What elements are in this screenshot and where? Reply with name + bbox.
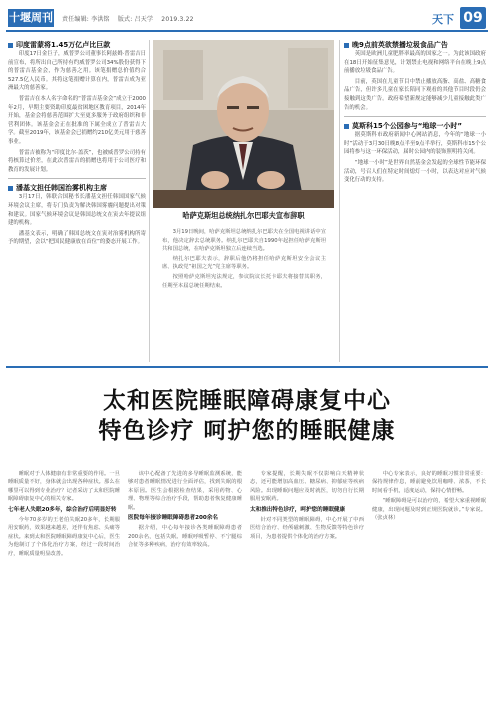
layout-label: 版式: 吕天学 (117, 16, 154, 23)
story-paragraph: 普雷吉在本人名字命名的“普雷吉基金会”成立于2000年2月，早期主要资助印度最贫困地区教育项目，2014年开始，基金会将慈善范围扩大至更多服务于政府组织和非营利团体。该基金会正在批准的下属全成立了普雷吉大学。截至2019年，该基金会已捐赠约210亿美元用于慈善事业。 (8, 95, 146, 145)
feature-subheading: 七年老人失眠20多年，综合治疗后明显好转 (8, 506, 117, 513)
page-number: 09 (460, 7, 486, 29)
header-meta (62, 14, 200, 23)
feature-title (6, 372, 488, 468)
left-column (8, 40, 146, 360)
feature-paragraph: 中心专家表示，良好的睡眠习惯非常重要：保持规律作息，睡前避免饮用咖啡、浓茶，不长时间看手机，适度运动，保持心情舒畅。 (372, 471, 486, 494)
story-headline: 晚9点前英欲禁播垃圾食品广告 (344, 40, 486, 50)
story-headline: 莫斯科15个公园参与“地球一小时” (344, 121, 486, 131)
story-paragraph: 3月19日晚间，哈萨克斯坦总统纳扎尔巴耶夫在全国电视讲话中宣布，他决定辞去总统职务。纳扎尔巴耶夫自1990年起担任哈萨克斯坦共和国总统，在哈萨克斯坦独立后连续当选。 (162, 229, 326, 253)
story-paragraph: 按照哈萨克斯坦宪法规定，参议院议长托卡耶夫将接替其职务，任期至本届总统任期结束。 (162, 273, 326, 289)
feature-subheading: 医院每年接诊睡眠障碍患者200余名 (128, 515, 218, 522)
story-paragraph: 3月17日，韩联合国秘书长潘基文担任韩国国家气候环境会议主席，将专门负责为解决韩国雾霾问题提出对策和建议。国家气候环境会议是韩国总统文在寅去年提议组建的机构。 (8, 194, 146, 227)
page-header (6, 6, 488, 32)
feature-column-3 (250, 470, 364, 695)
section-name: 天下 (432, 13, 454, 26)
story-paragraph: 潘基文表示，明确了韩国总统文在寅对治雾机构所寄予的期望，会以“把国民健康放在首位”的姿态开展工作。 (8, 230, 146, 246)
feature-paragraph: “睡眠障碍是可以治疗的，希望大家重视睡眠健康，出现问题及时到正规医院就诊。”专家说。（张贞林） (372, 498, 486, 522)
column-divider (149, 40, 150, 362)
story-paragraph: 普雷吉被称为“印度比尔·盖茨”，也被威普罗公司持有将核算过价差，在此次普雷吉的捐赠也将用于公司医疗和教育的发展计划。 (8, 149, 146, 173)
story-headline: 潘基文担任韩国治雾机构主席 (8, 183, 146, 193)
feature-paragraph: 今年70多岁的王老伯失眠20多年，长期服用安眠药，效果越来越差，还伴有焦虑、头痛等症状。来到太和医院睡眠障碍康复中心后，医生为他制订了个体化治疗方案，经过一段时间治疗，睡眠质量明显改善。 (8, 517, 120, 557)
story-paragraph: 目前，英国在儿童节目中禁止播放高脂、高盐、高糖食品广告，但许多儿童在家长陪同下观看的其他节目时段仍会接触到这类广告。政府希望新规定能够减少儿童接触此类广告的机会。 (344, 78, 486, 111)
story-headline: 印度雷蒙将1.45万亿卢比巨款 (8, 40, 146, 50)
photo-caption: 哈萨克斯坦总统纳扎尔巴耶夫宣布辞职 (182, 211, 305, 220)
feature-column-1 (8, 470, 120, 695)
feature-paragraph: 针对不同类型的睡眠障碍，中心开展了中西医结合治疗、经颅磁刺激、生物反馈等特色诊疗项目，为患者提供个体化的治疗方案。 (250, 517, 364, 540)
newspaper-page (6, 6, 488, 697)
story-divider (8, 178, 146, 179)
square-bullet-icon (8, 186, 13, 191)
feature-paragraph: 专家提醒，长期失眠不仅影响白天精神状态，还可能增加高血压、糖尿病、抑郁症等疾病风险。出现睡眠问题应及时就医，切勿自行长期服用安眠药。 (250, 471, 364, 503)
feature-subheading: 太和推出特色诊疗，呵护您的睡眠健康 (250, 506, 346, 513)
story-paragraph: 据莫斯科市政府新闻中心网站消息，今年的“地球一小时”活动于3月30日晚8点半至9点半举行，莫斯科市15个公园将参与这一环保活动，届时公园内的装饰照明将关闭。 (344, 132, 486, 156)
column-divider (339, 40, 340, 362)
feature-paragraph: 据介绍，中心每年接诊各类睡眠障碍患者200余名，包括失眠、睡眠呼吸暂停、不宁腿综合征等多种疾病，治疗有效率较高。 (128, 525, 242, 549)
story-paragraph: “地球一小时”是世界自然基金会发起的全球性节能环保活动，号召人们在特定时间熄灯一小时，以表达对应对气候变化行动的支持。 (344, 159, 486, 184)
story-divider (344, 116, 486, 117)
feature-title-line2: 特色诊疗 呵护您的睡眠健康 (98, 417, 396, 444)
feature-column-2 (128, 470, 242, 695)
story-paragraph: 英国是欧洲儿童肥胖率最高的国家之一。为此该国政府在18日开始征集意见，计划禁止电视和网络平台在晚上9点前播放垃圾食品广告。 (344, 51, 486, 75)
brand-logo: 十堰周刊 (8, 9, 54, 27)
president-photo (153, 40, 334, 208)
square-bullet-icon (8, 43, 13, 48)
center-story (162, 228, 326, 291)
feature-paragraph: 该中心配备了先进的多导睡眠监测系统，能够对患者睡眠情况进行全面评估，找到失眠的根本原因。医生会根据检查结果，采用药物、心理、物理等综合治疗手段，帮助患者恢复健康睡眠。 (128, 471, 242, 511)
feature-paragraph: 睡眠对于人体健康有非常重要的作用。一旦睡眠质量不好，身体就会出现各种症状。那么在哪里可以得到专业治疗？记者采访了太和医院睡眠障碍康复中心的相关专家。 (8, 471, 120, 503)
feature-column-4 (372, 470, 486, 695)
square-bullet-icon (344, 124, 349, 129)
date-label: 2019.3.22 (161, 16, 194, 23)
feature-divider (6, 366, 488, 368)
square-bullet-icon (344, 43, 349, 48)
story-paragraph: 印度17日金巨子，威普罗公司董事长阿兹姆·普雷吉日前宣布，将所出自己所持有约威普罗公司34%股份获得下的普雷吉基金会，作为慈善之用。该笔捐赠总价值约合527.5亿人民币。其将这笔捐赠计算在内，普雷吉成为亚洲最大的慈善家。 (8, 51, 146, 92)
president-portrait-image (153, 40, 334, 208)
feature-title-line1: 太和医院睡眠障碍康复中心 (103, 387, 391, 414)
right-column (344, 40, 486, 360)
editor-label: 责任编辑: 李洪铭 (62, 16, 110, 23)
story-paragraph: 纳扎尔巴耶夫表示，辞职后他仍将担任哈萨克斯坦安全会议主席、执政党“祖国之光”党主席等职务。 (162, 255, 326, 271)
